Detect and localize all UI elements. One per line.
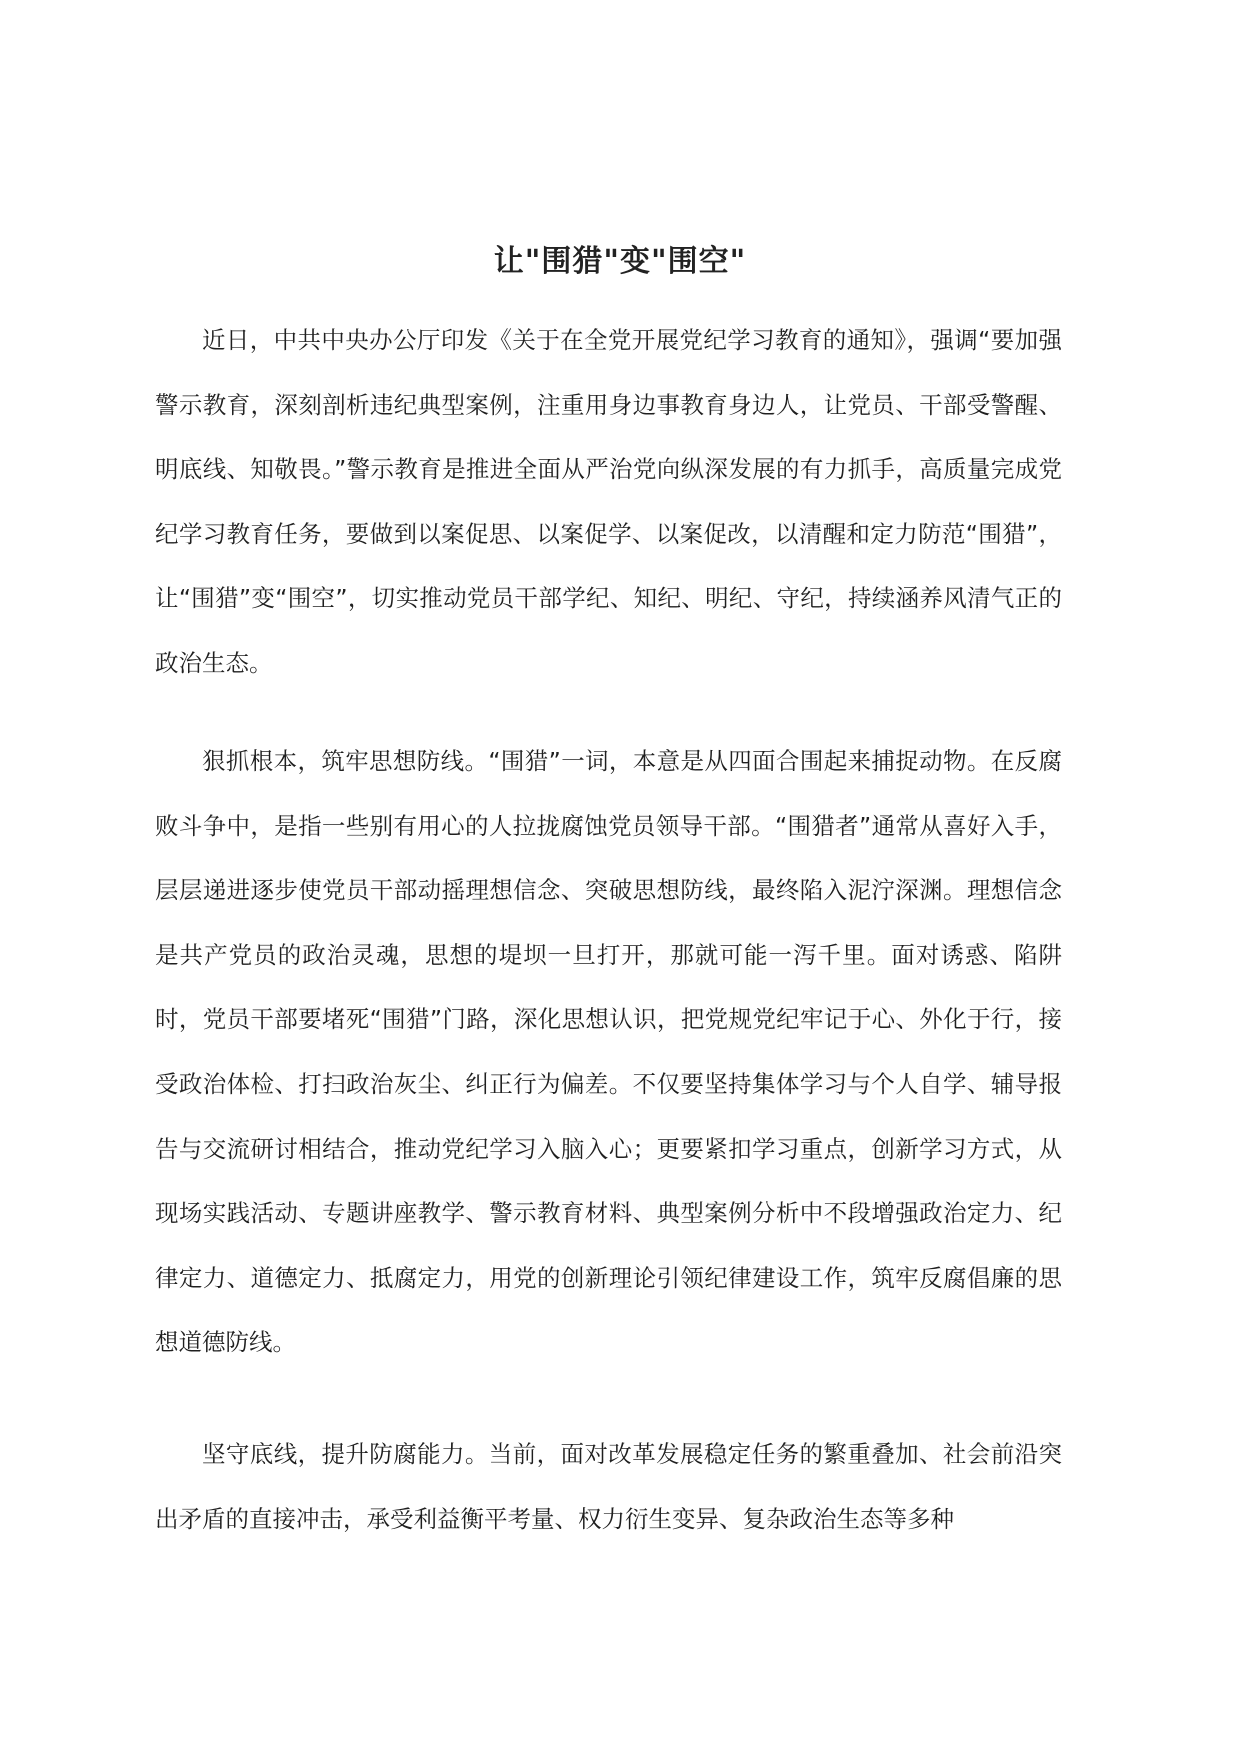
document-title: 让"围猎"变"围空" — [493, 244, 747, 280]
paragraph-2: 狠抓根本，筑牢思想防线。“围猎”一词，本意是从四面合围起来捕捉动物。在反腐败斗争中，是指一些别有用心的人拉拢腐蚀党员领导干部。“围猎者”通常从喜好入手，层层递进逐步使党员干部动摇理想信念、突破思想防线，最终陷入泥泞深渊。理想信念是共产党员的政治灵魂，思想的堤坝一旦打开，那就可能一泻千里。面对诱惑、陷阱时，党员干部要堵死“围猎”门路，深化思想认识，把党规党纪牢记于心、外化于行，接受政治体检、打扫政治灰尘、纠正行为偏差。不仅要坚持集体学习与个人自学、辅导报告与交流研讨相结合，推动党纪学习入脑入心；更要紧扣学习重点，创新学习方式，从现场实践活动、专题讲座教学、警示教育材料、典型案例分析中不段增强政治定力、纪律定力、道德定力、抵腐定力，用党的创新理论引领纪律建设工作，筑牢反腐倡廉的思想道德防线。 — [155, 747, 1062, 1357]
paragraph-3-block — [155, 1422, 1062, 1551]
paragraph-2-block — [155, 729, 1062, 1375]
paragraph-1-block — [155, 308, 1062, 696]
paragraph-3: 坚守底线，提升防腐能力。当前，面对改革发展稳定任务的繁重叠加、社会前沿突出矛盾的直接冲击，承受利益衡平考量、权力衍生变异、复杂政治生态等多种 — [155, 1440, 1062, 1533]
paragraph-1: 近日，中共中央办公厅印发《关于在全党开展党纪学习教育的通知》，强调“要加强警示教育，深刻剖析违纪典型案例，注重用身边事教育身边人，让党员、干部受警醒、明底线、知敬畏。”警示教育是推进全面从严治党向纵深发展的有力抓手，高质量完成党纪学习教育任务，要做到以案促思、以案促学、以案促改，以清醒和定力防范“围猎”，让“围猎”变“围空”，切实推动党员干部学纪、知纪、明纪、守纪，持续涵养风清气正的政治生态。 — [155, 326, 1062, 677]
